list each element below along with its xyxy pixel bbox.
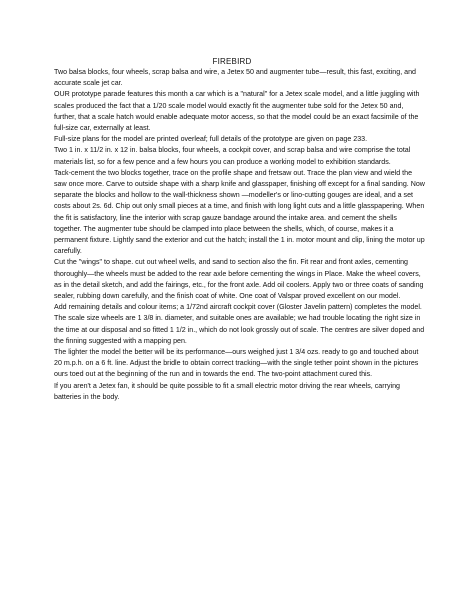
body-paragraph: Two 1 in. x 11/2 in. x 12 in. balsa blocks, four wheels, a cockpit cover, and scrap balsa and wire comprise the total materials list, so for a few pence and a few hours you can produce a working model to exhibition standards. [54,146,411,166]
document-title: FIREBIRD [212,57,252,66]
body-paragraph: OUR prototype parade features this month a car which is a "natural" for a Jetex scale model, and a little juggling with scales produced the fact that a 1/20 scale model would exactly fit the augmenter tube sold for the Jetex 50 and, further, that a scale hatch would enable adequate motor access, so that the model could be an exact facsimile of the full-size car, externally at least. [54,90,420,133]
body-paragraph: Cut the "wings" to shape. cut out wheel wells, and sand to section also the fin. Fit rear and front axles, cementing thoroughly—the wheels must be added to the rear axle before cementing the wings in Place. Make the wheel covers, as in the detail sketch, and add the fairings, etc., for the front axle. Add oil coolers. Apply two or three coats of sanding sealer, rubbing down carefully, and the finish coat of white. One coat of Valspar proved excellent on our model. [54,258,424,301]
body-paragraph: Full-size plans for the model are printed overleaf; full details of the prototype are given on page 233. [54,135,368,144]
document-body [54,67,426,403]
body-paragraph: If you aren't a Jetex fan, it should be quite possible to fit a small electric motor driving the rear wheels, carrying batteries in the body. [54,381,400,401]
intro-paragraph: Two balsa blocks, four wheels, scrap balsa and wire, a Jetex 50 and augmenter tube—result, this fast, exciting, and accurate scale jet car. [54,68,416,88]
body-paragraph: The lighter the model the better will be its performance—ours weighed just 1 3/4 ozs. ready to go and touched about 20 m.p.h. on a 6 ft. line. Adjust the bridle to obtain correct tracking—with the single tether point shown in the pictures ours toed out at the beginning of the run and in towards the end. The two-point attachment cured this. [54,348,419,379]
body-paragraph: Add remaining details and colour items; a 1/72nd aircraft cockpit cover (Gloster Javelin pattern) completes the model. The scale size wheels are 1 3/8 in. diameter, and suitable ones are available; we had trouble locating the right size in the time at our disposal and so fitted 1 1/2 in., which do not look grossly out of scale. The centres are silver doped and the finning suggested with a mapping pen. [54,303,425,345]
body-paragraph: Tack-cement the two blocks together, trace on the profile shape and fretsaw out. Trace the plan view and wield the saw once more. Carve to outside shape with a sharp knife and glasspaper, finishing off except for a final sanding. Now separate the blocks and hollow to the wall-thickness shown —modeller's or lino-cutting gouges are ideal, and a set costs about 2s. 6d. Chip out only small pieces at a time, and finish with long light cuts and a little glasspapering. When the fit is satisfactory, line the interior with scrap gauze bandage around the intake area. and cement the shells together. The augmenter tube should be clamped into place between the shells, which, of course, makes it a permanent fixture. Lightly sand the exterior and cut the hatch; install the 1 in. motor mount and clip, lining the motor up carefully. [54,168,425,256]
